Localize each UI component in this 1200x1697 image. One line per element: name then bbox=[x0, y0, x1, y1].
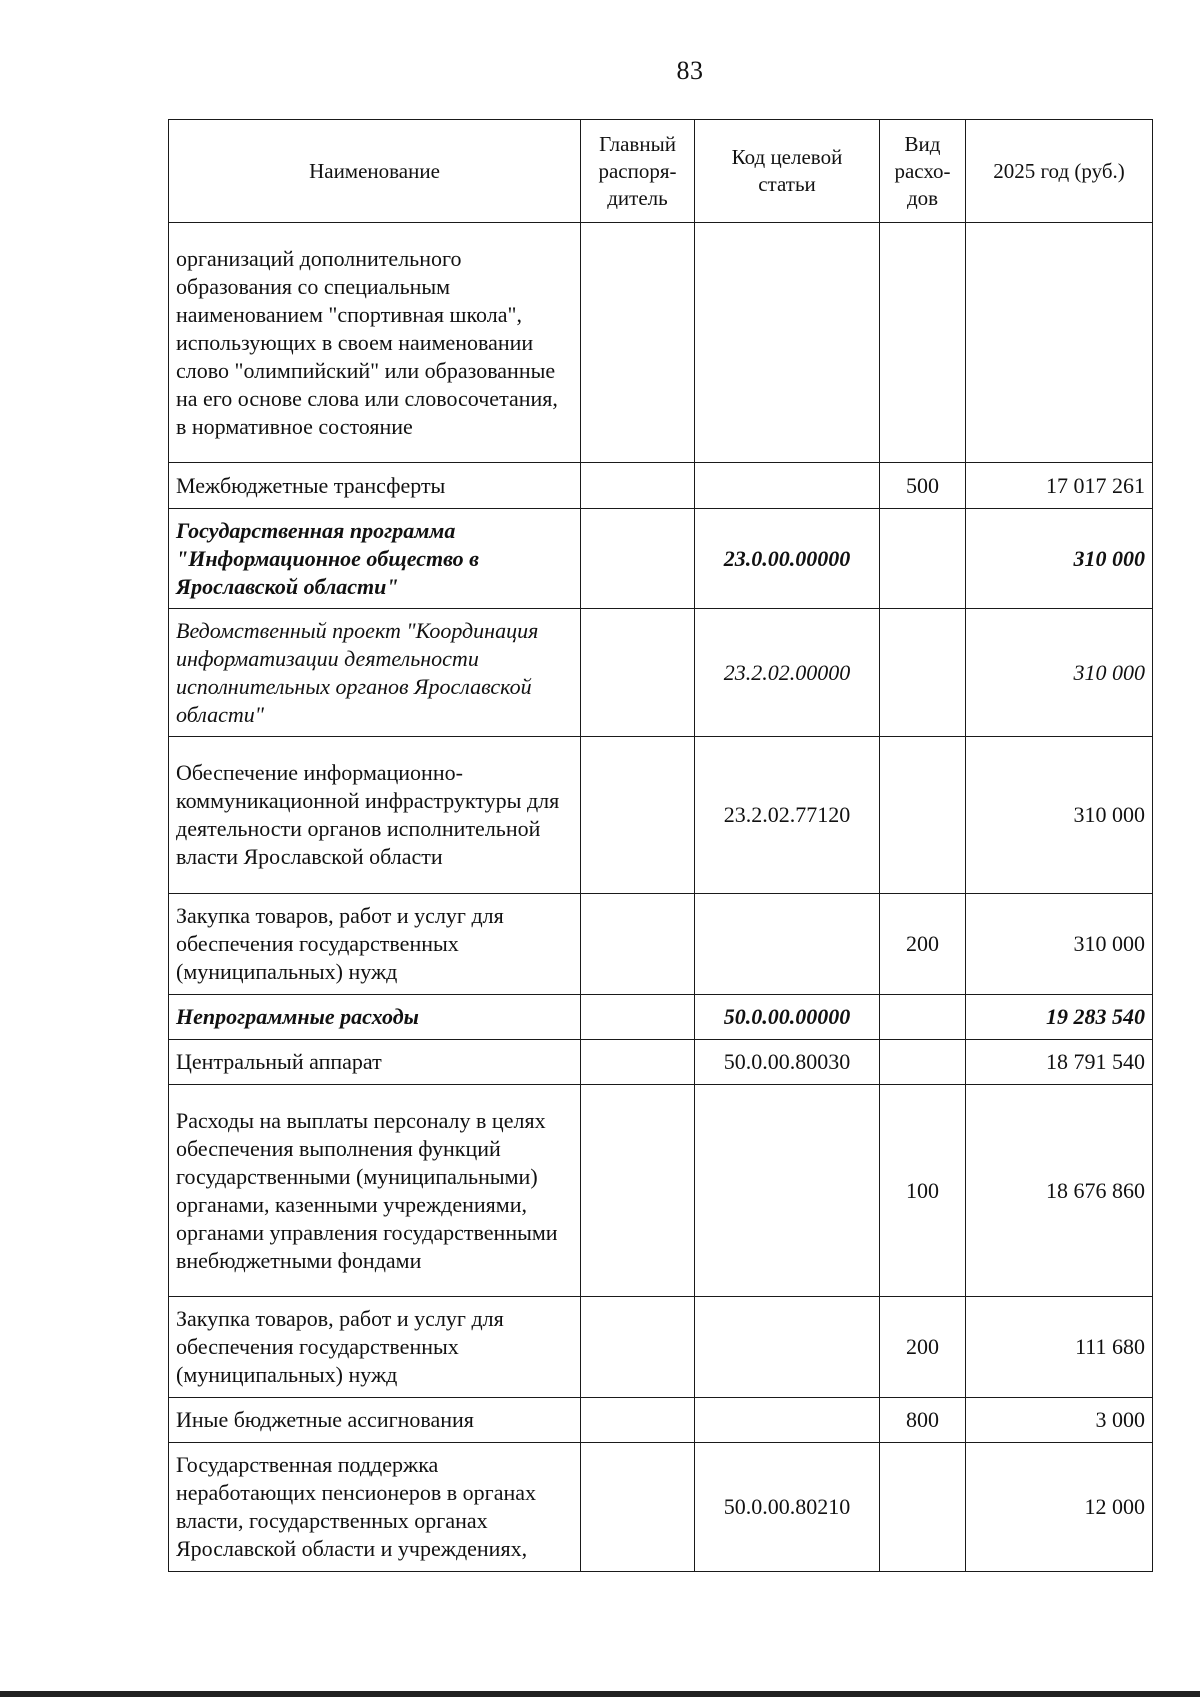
table-row bbox=[169, 1398, 1153, 1443]
row-code bbox=[695, 223, 880, 463]
table-row bbox=[169, 1040, 1153, 1085]
row-manager bbox=[581, 1085, 695, 1297]
row-manager bbox=[581, 223, 695, 463]
row-amount: 3 000 bbox=[966, 1398, 1153, 1443]
row-name: Ведомственный проект "Координация информатизации деятельности исполнительных органов Ярославской области" bbox=[169, 609, 581, 737]
row-name: Иные бюджетные ассигнования bbox=[169, 1398, 581, 1443]
row-code: 23.2.02.00000 bbox=[695, 609, 880, 737]
row-name: Государственная поддержка неработающих пенсионеров в органах власти, государственных органах Ярославской области и учреждениях, bbox=[169, 1443, 581, 1572]
row-amount: 18 676 860 bbox=[966, 1085, 1153, 1297]
row-amount bbox=[966, 223, 1153, 463]
row-type bbox=[880, 223, 966, 463]
header-code: Код целевой статьи bbox=[695, 120, 880, 223]
row-type: 800 bbox=[880, 1398, 966, 1443]
table-row bbox=[169, 1443, 1153, 1572]
row-name: Центральный аппарат bbox=[169, 1040, 581, 1085]
row-amount: 12 000 bbox=[966, 1443, 1153, 1572]
row-code: 23.2.02.77120 bbox=[695, 737, 880, 894]
row-code bbox=[695, 463, 880, 509]
row-manager bbox=[581, 1443, 695, 1572]
scan-edge-divider bbox=[0, 1691, 1200, 1697]
table-row bbox=[169, 609, 1153, 737]
row-type bbox=[880, 995, 966, 1040]
row-type: 200 bbox=[880, 1297, 966, 1398]
header-manager: Главный распоря-дитель bbox=[581, 120, 695, 223]
table-row bbox=[169, 509, 1153, 609]
row-code bbox=[695, 1297, 880, 1398]
row-name: Государственная программа "Информационное общество в Ярославской области" bbox=[169, 509, 581, 609]
row-code: 50.0.00.80030 bbox=[695, 1040, 880, 1085]
page-number: 83 bbox=[676, 56, 704, 85]
table-row bbox=[169, 1297, 1153, 1398]
budget-table bbox=[168, 119, 1153, 1572]
row-name: Обеспечение информационно-коммуникационной инфраструктуры для деятельности органов исполнительной власти Ярославской области bbox=[169, 737, 581, 894]
row-amount: 19 283 540 bbox=[966, 995, 1153, 1040]
row-manager bbox=[581, 995, 695, 1040]
row-manager bbox=[581, 463, 695, 509]
row-type: 100 bbox=[880, 1085, 966, 1297]
header-amount: 2025 год (руб.) bbox=[966, 120, 1153, 223]
row-manager bbox=[581, 509, 695, 609]
header-expense-type: Вид расхо-дов bbox=[880, 120, 966, 223]
row-amount: 17 017 261 bbox=[966, 463, 1153, 509]
table-row bbox=[169, 894, 1153, 995]
row-manager bbox=[581, 1297, 695, 1398]
row-manager bbox=[581, 1398, 695, 1443]
row-type bbox=[880, 737, 966, 894]
row-name: организаций дополнительного образования со специальным наименованием "спортивная школа", использующих в своем наименовании слово "олимпийский" или образованные на его основе слова или словосочетания, в нормативное состояние bbox=[169, 223, 581, 463]
row-amount: 310 000 bbox=[966, 609, 1153, 737]
row-name: Расходы на выплаты персоналу в целях обеспечения выполнения функций государственными (муниципальными) органами, казенными учреждениями, органами управления государственными внебюджетными фондами bbox=[169, 1085, 581, 1297]
row-amount: 310 000 bbox=[966, 737, 1153, 894]
row-code bbox=[695, 1398, 880, 1443]
row-type bbox=[880, 609, 966, 737]
row-type bbox=[880, 509, 966, 609]
row-type bbox=[880, 1040, 966, 1085]
row-type: 200 bbox=[880, 894, 966, 995]
table-row bbox=[169, 223, 1153, 463]
row-code: 50.0.00.00000 bbox=[695, 995, 880, 1040]
table-row bbox=[169, 1085, 1153, 1297]
header-name: Наименование bbox=[169, 120, 581, 223]
row-code bbox=[695, 1085, 880, 1297]
table-header-row bbox=[169, 120, 1153, 223]
row-name: Непрограммные расходы bbox=[169, 995, 581, 1040]
row-amount: 111 680 bbox=[966, 1297, 1153, 1398]
row-type bbox=[880, 1443, 966, 1572]
row-name: Закупка товаров, работ и услуг для обеспечения государственных (муниципальных) нужд bbox=[169, 894, 581, 995]
row-manager bbox=[581, 894, 695, 995]
table-row bbox=[169, 737, 1153, 894]
row-amount: 18 791 540 bbox=[966, 1040, 1153, 1085]
row-name: Межбюджетные трансферты bbox=[169, 463, 581, 509]
row-amount: 310 000 bbox=[966, 509, 1153, 609]
row-manager bbox=[581, 1040, 695, 1085]
row-code: 50.0.00.80210 bbox=[695, 1443, 880, 1572]
row-manager bbox=[581, 737, 695, 894]
row-code bbox=[695, 894, 880, 995]
row-name: Закупка товаров, работ и услуг для обеспечения государственных (муниципальных) нужд bbox=[169, 1297, 581, 1398]
table-row bbox=[169, 995, 1153, 1040]
row-type: 500 bbox=[880, 463, 966, 509]
row-amount: 310 000 bbox=[966, 894, 1153, 995]
row-manager bbox=[581, 609, 695, 737]
table-row bbox=[169, 463, 1153, 509]
row-code: 23.0.00.00000 bbox=[695, 509, 880, 609]
